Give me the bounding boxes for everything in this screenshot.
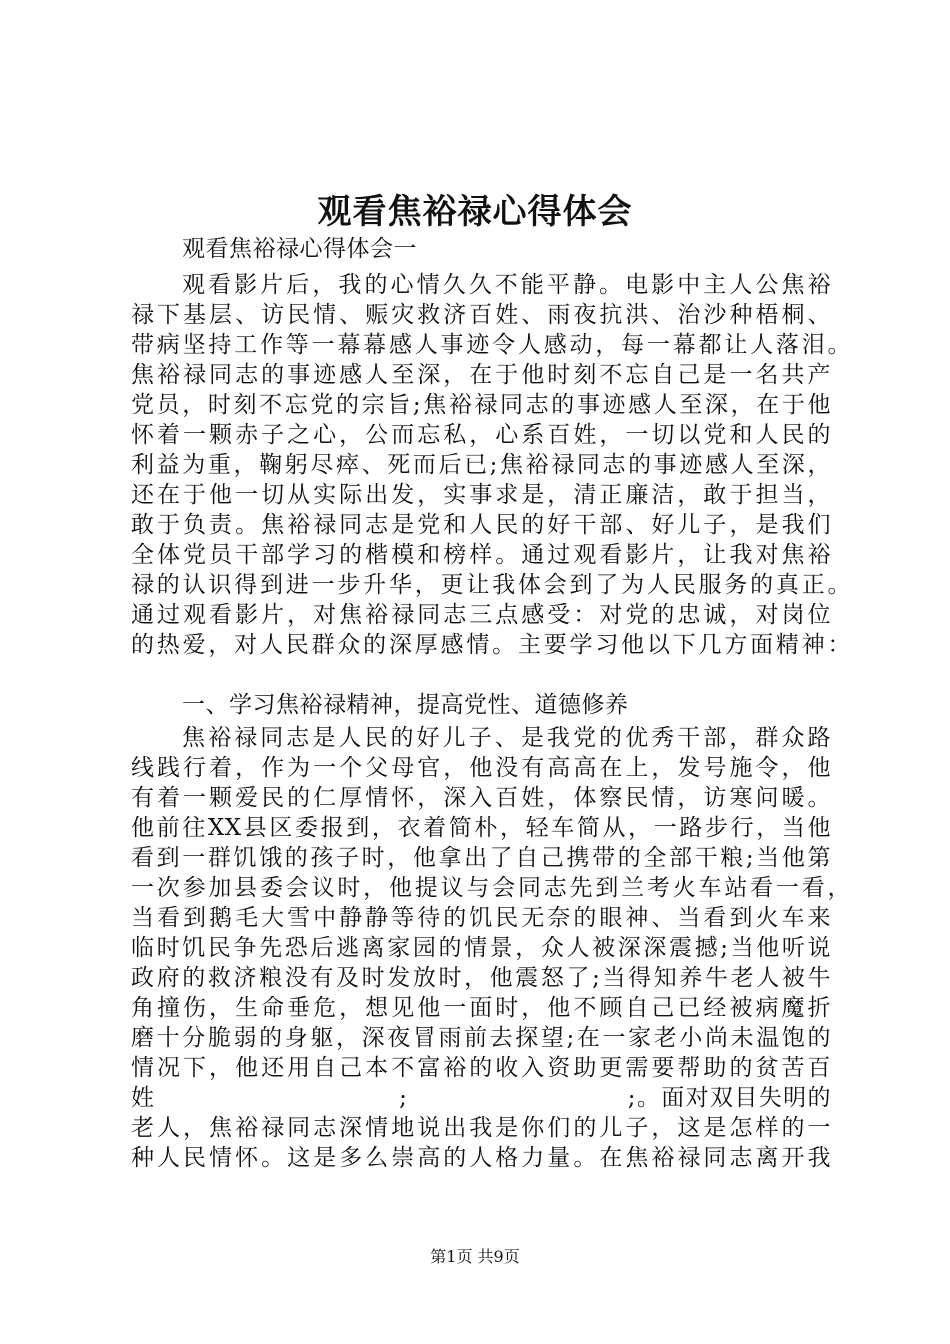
page-footer: 第1页 共9页	[430, 1247, 520, 1266]
text-line: 禄下基层、访民情、赈灾救济百姓、雨夜抗洪、治沙种梧桐、	[131, 302, 831, 328]
text-line: 利益为重，鞠躬尽瘁、死而后已;焦裕禄同志的事迹感人至深，	[131, 452, 831, 478]
text-line: 磨十分脆弱的身躯，深夜冒雨前去探望;在一家老小尚未温饱的	[131, 1025, 831, 1051]
text-line: 看到一群饥饿的孩子时，他拿出了自己携带的全部干粮;当他第	[131, 845, 831, 871]
text-line: 政府的救济粮没有及时发放时，他震怒了;当得知养牛老人被牛	[131, 965, 831, 991]
document-title: 观看焦裕禄心得体会	[317, 192, 633, 232]
text-line: 观看焦裕禄心得体会一	[182, 236, 417, 262]
text-line: 临时饥民争先恐后逃离家园的情景，众人被深深震撼;当他听说	[131, 935, 831, 961]
text-line: 怀着一颗赤子之心，公而忘私，心系百姓，一切以党和人民的	[131, 422, 831, 448]
text-line: 角撞伤，生命垂危，想见他一面时，他不顾自己已经被病魔折	[131, 995, 831, 1021]
text-line: 禄的认识得到进一步升华，更让我体会到了为人民服务的真正。	[131, 572, 851, 598]
text-line: 有着一颗爱民的仁厚情怀，深入百姓，体察民情，访寒问暖。	[131, 785, 831, 811]
text-line: 焦裕禄同志是人民的好儿子、是我党的优秀干部，群众路	[182, 725, 831, 751]
text-line: 通过观看影片，对焦裕禄同志三点感受：对党的忠诚，对岗位	[131, 602, 831, 628]
text-line: 姓 ; ;。面对双目失明的	[131, 1085, 831, 1111]
text-line: 一次参加县委会议时，他提议与会同志先到兰考火车站看一看，	[131, 875, 851, 901]
text-line: 党员，时刻不忘党的宗旨;焦裕禄同志的事迹感人至深，在于他	[131, 392, 831, 418]
text-line: 情况下，他还用自己本不富裕的收入资助更需要帮助的贫苦百	[131, 1055, 831, 1081]
section-heading: 一、学习焦裕禄精神，提高党性、道德修养	[182, 692, 629, 718]
text-line: 焦裕禄同志的事迹感人至深，在于他时刻不忘自己是一名共产	[131, 362, 831, 388]
text-line: 全体党员干部学习的楷模和榜样。通过观看影片，让我对焦裕	[131, 542, 831, 568]
text-line: 线践行着，作为一个父母官，他没有高高在上，发号施令，他	[131, 755, 831, 781]
text-line: 带病坚持工作等一幕幕感人事迹令人感动，每一幕都让人落泪。	[131, 332, 851, 358]
text-line: 敢于负责。焦裕禄同志是党和人民的好干部、好儿子，是我们	[131, 512, 831, 538]
text-line: 还在于他一切从实际出发，实事求是，清正廉洁，敢于担当，	[131, 482, 831, 508]
text-line: 他前往XX县区委报到，衣着简朴，轻车简从，一路步行，当他	[131, 815, 831, 841]
text-line: 当看到鹅毛大雪中静静等待的饥民无奈的眼神、当看到火车来	[131, 905, 831, 931]
text-line: 观看影片后，我的心情久久不能平静。电影中主人公焦裕	[182, 272, 831, 298]
text-line: 老人，焦裕禄同志深情地说出我是你们的儿子，这是怎样的一	[131, 1115, 831, 1141]
text-line: 种人民情怀。这是多么崇高的人格力量。在焦裕禄同志离开我	[131, 1145, 831, 1171]
text-line: 的热爱，对人民群众的深厚感情。主要学习他以下几方面精神：	[131, 632, 851, 658]
